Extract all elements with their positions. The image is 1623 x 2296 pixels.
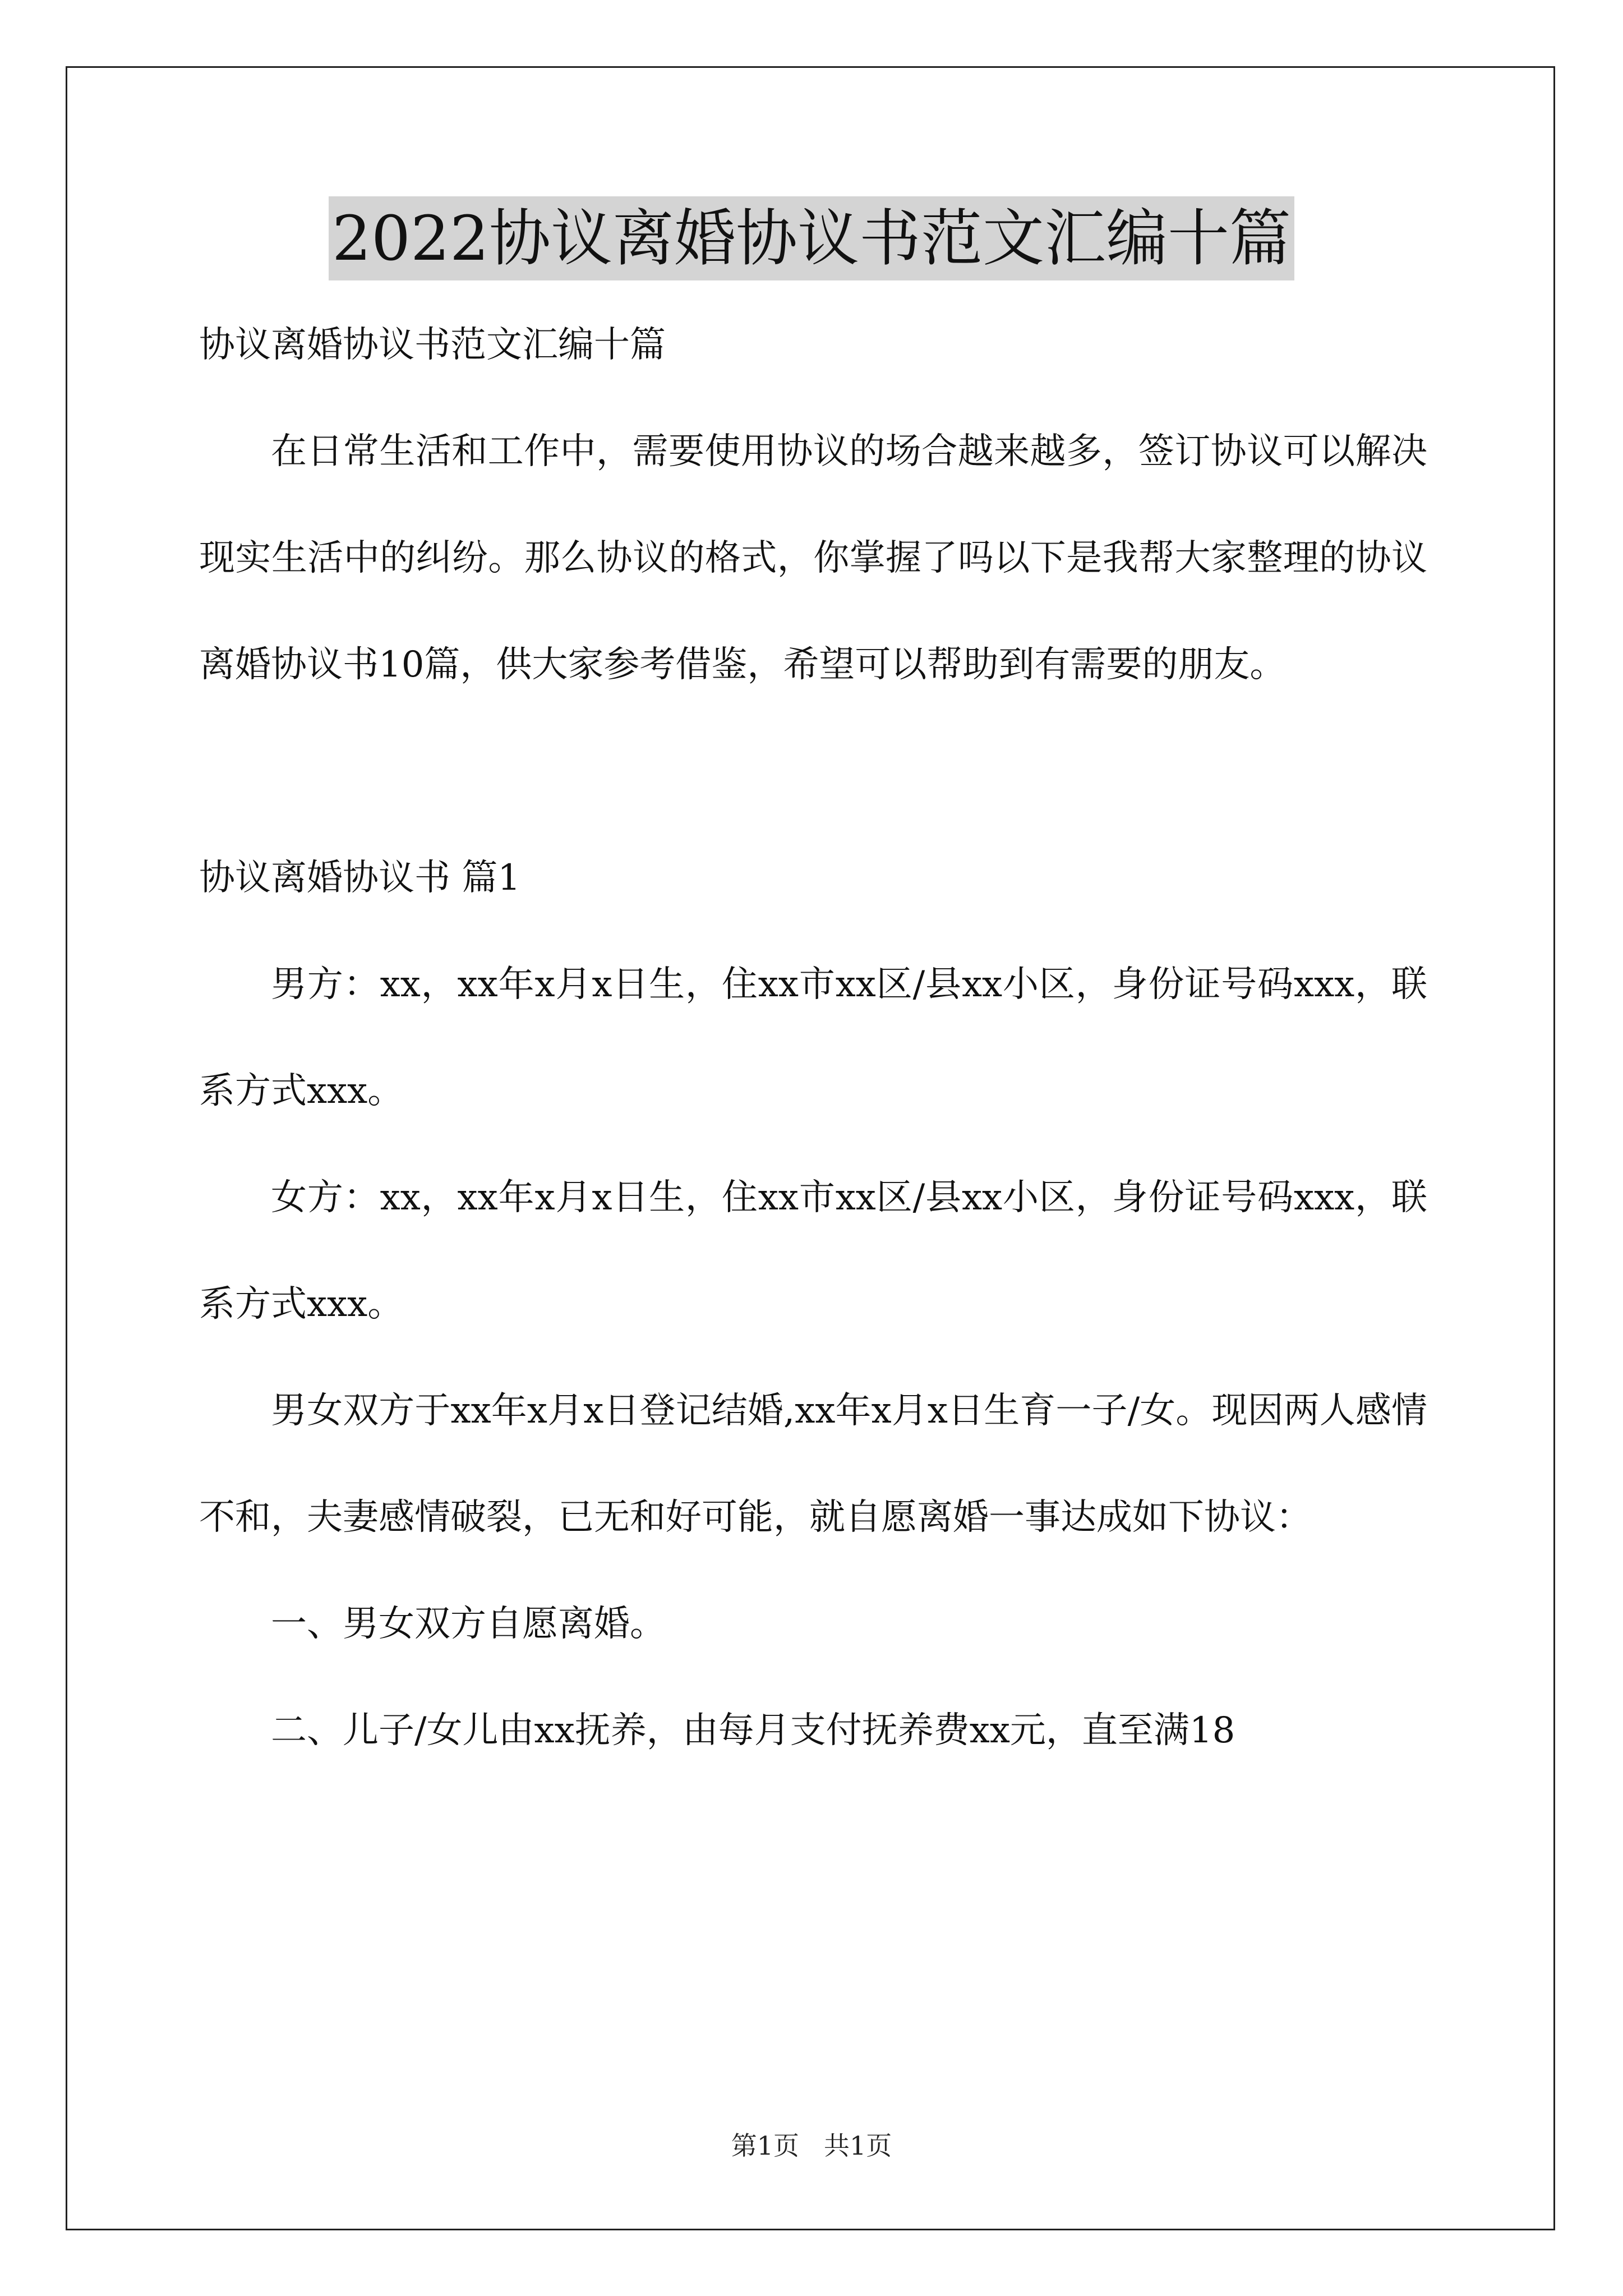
- title-wrap: [0, 196, 1623, 280]
- clause-1: 一、男女双方自愿离婚。: [271, 1603, 666, 1645]
- document-body: [199, 292, 1427, 1784]
- page-number: 第1页: [731, 2131, 800, 2161]
- section-gap: [199, 718, 1427, 825]
- clause-2: 二、儿子/女儿由xx抚养，由每月支付抚养费xx元，直至满18: [271, 1710, 1235, 1751]
- background-paragraph: 男女双方于xx年x月x日登记结婚,xx年x月x日生育一子/女。现因两人感情不和，夫妻感情破裂，已无和好可能，就自愿离婚一事达成如下协议：: [199, 1390, 1427, 1538]
- section-heading: 协议离婚协议书 篇1: [199, 857, 521, 899]
- document-subtitle: 协议离婚协议书范文汇编十篇: [199, 324, 666, 366]
- female-party-paragraph: 女方：xx，xx年x月x日生，住xx市xx区/县xx小区，身份证号码xxx，联系方式xxx。: [199, 1177, 1427, 1325]
- page-total: 共1页: [823, 2131, 892, 2161]
- male-party-paragraph: 男方：xx，xx年x月x日生，住xx市xx区/县xx小区，身份证号码xxx，联系方式xxx。: [199, 964, 1427, 1112]
- page-footer: [0, 2129, 1623, 2162]
- intro-paragraph: 在日常生活和工作中，需要使用协议的场合越来越多，签订协议可以解决现实生活中的纠纷。那么协议的格式，你掌握了吗以下是我帮大家整理的协议离婚协议书10篇，供大家参考借鉴，希望可以帮助到有需要的朋友。: [199, 431, 1427, 685]
- document-title: 2022协议离婚协议书范文汇编十篇: [329, 196, 1294, 280]
